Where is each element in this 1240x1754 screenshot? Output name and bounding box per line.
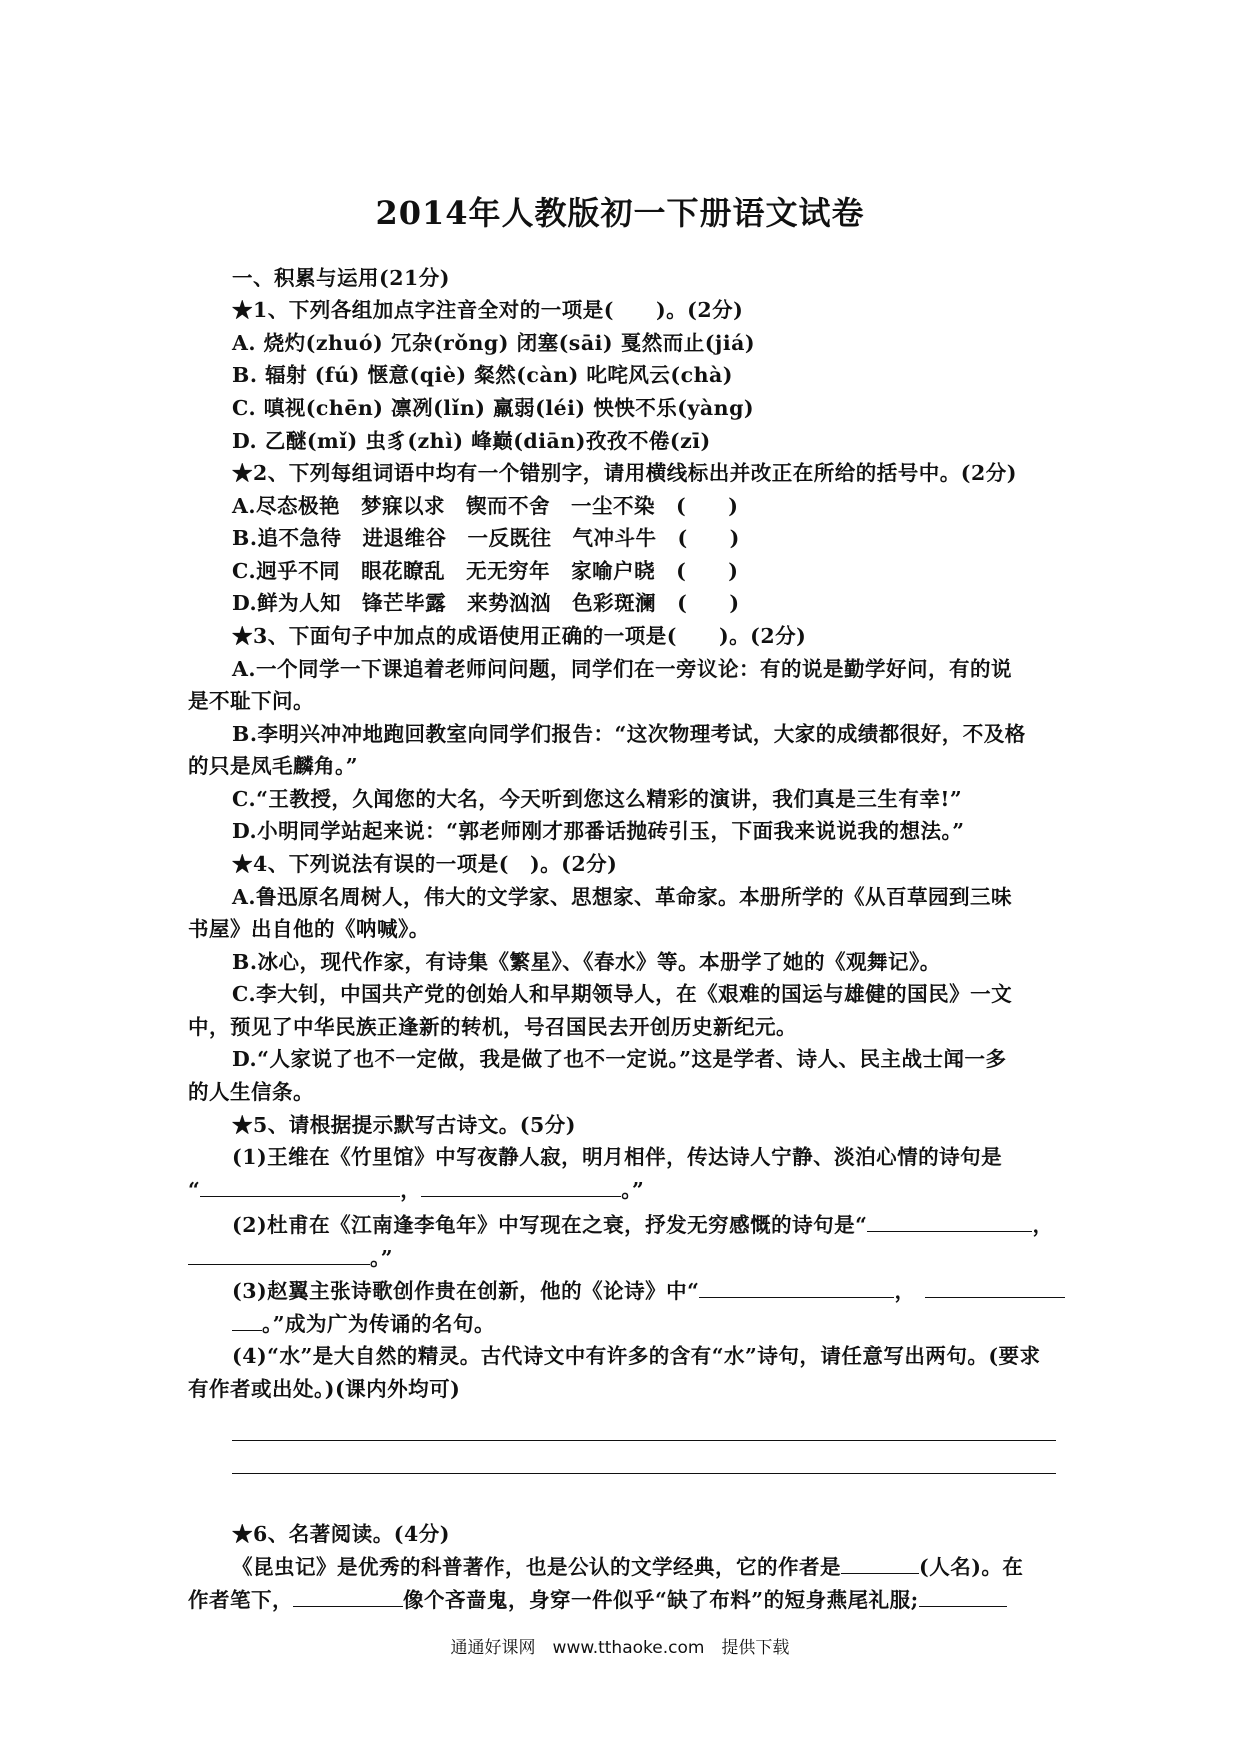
question-3-option-a-line2: 是不耻下问。 — [188, 689, 314, 713]
answer-line[interactable] — [232, 1440, 1056, 1441]
question-4-option-c-line2: 中，预见了中华民族正逢新的转机，号召国民去开创历史新纪元。 — [188, 1015, 797, 1039]
question-5-part-4-line1: (4)“水”是大自然的精灵。古代诗文中有许多的含有“水”诗句，请任意写出两句。(要求 — [232, 1344, 1041, 1368]
question-1-option-a: A. 烧灼(zhuó) 冗杂(rǒng) 闭塞(sāi) 戛然而止(jiá) — [232, 331, 756, 355]
question-5-part-2 — [232, 1210, 1053, 1240]
question-6-stem: ★6、名著阅读。(4分) — [232, 1522, 450, 1546]
question-5-part-3-answer — [232, 1309, 495, 1339]
question-6-line1-text: 《昆虫记》是优秀的科普著作，也是公认的文学经典，它的作者是 — [232, 1555, 841, 1579]
comma: ， — [894, 1279, 916, 1303]
answer-blank[interactable] — [919, 1586, 1007, 1607]
question-4-option-d-line1: D.“人家说了也不一定做，我是做了也不一定说。”这是学者、诗人、民主战士闻一多 — [232, 1047, 1007, 1071]
answer-blank[interactable] — [293, 1586, 403, 1607]
close-quote: 。” — [370, 1246, 394, 1270]
question-5-part-1: (1)王维在《竹里馆》中写夜静人寂，明月相伴，传达诗人宁静、淡泊心情的诗句是 — [232, 1145, 1003, 1169]
close-quote: 。” — [621, 1178, 645, 1202]
question-3-stem: ★3、下面句子中加点的成语使用正确的一项是( )。(2分) — [232, 624, 807, 648]
answer-line[interactable] — [232, 1473, 1056, 1474]
question-6-line2-prefix: 作者笔下， — [188, 1588, 293, 1612]
close-quote: 。”成为广为传诵的名句。 — [262, 1312, 496, 1336]
question-6-line2 — [188, 1585, 1007, 1615]
answer-blank[interactable] — [699, 1277, 894, 1298]
question-5-part-3 — [232, 1276, 1065, 1306]
open-quote: “ — [188, 1178, 201, 1202]
footer-credit: 通通好课网 www.tthaoke.com 提供下载 — [450, 1638, 790, 1658]
question-5-part-2-text: (2)杜甫在《江南逢李龟年》中写现在之衰，抒发无穷感慨的诗句是“ — [232, 1213, 868, 1237]
answer-blank[interactable] — [867, 1211, 1032, 1232]
page-title: 2014年人教版初一下册语文试卷 — [375, 194, 865, 232]
question-1-option-c: C. 嗔视(chēn) 凛冽(lǐn) 羸弱(léi) 怏怏不乐(yàng) — [232, 396, 755, 420]
question-2-option-d: D.鲜为人知 锋芒毕露 来势汹汹 色彩斑澜 ( ) — [232, 591, 740, 615]
question-4-option-a-line2: 书屋》出自他的《呐喊》。 — [188, 917, 430, 941]
question-3-option-c: C.“王教授，久闻您的大名，今天听到您这么精彩的演讲，我们真是三生有幸!” — [232, 787, 963, 811]
question-5-part-4-line2: 有作者或出处。)(课内外均可) — [188, 1377, 461, 1401]
question-5-part-2-answer — [188, 1243, 393, 1273]
question-5-part-1-answer — [188, 1175, 644, 1205]
question-5-stem: ★5、请根据提示默写古诗文。(5分) — [232, 1113, 576, 1137]
question-5-part-3-text: (3)赵翼主张诗歌创作贵在创新，他的《论诗》中“ — [232, 1279, 700, 1303]
question-6-line1 — [232, 1552, 1023, 1582]
question-3-option-b-line2: 的只是凤毛麟角。” — [188, 754, 359, 778]
question-6-line2-text: 像个吝啬鬼，身穿一件似乎“缺了布料”的短身燕尾礼服; — [403, 1588, 919, 1612]
comma: ， — [1032, 1213, 1054, 1237]
question-4-option-d-line2: 的人生信条。 — [188, 1080, 314, 1104]
question-2-option-b: B.追不急待 进退维谷 一反既往 气冲斗牛 ( ) — [232, 526, 740, 550]
question-4-option-b: B.冰心，现代作家，有诗集《繁星》、《春水》等。本册学了她的《观舞记》。 — [232, 950, 941, 974]
question-4-option-c-line1: C.李大钊，中国共产党的创始人和早期领导人，在《艰难的国运与雄健的国民》一文 — [232, 982, 1013, 1006]
answer-blank[interactable] — [841, 1553, 919, 1574]
question-1-stem: ★1、下列各组加点字注音全对的一项是( )。(2分) — [232, 298, 744, 322]
question-3-option-b-line1: B.李明兴冲冲地跑回教室向同学们报告：“这次物理考试，大家的成绩都很好，不及格 — [232, 722, 1026, 746]
answer-blank[interactable] — [188, 1244, 370, 1265]
question-6-line1-suffix: (人名)。在 — [919, 1555, 1024, 1579]
question-2-option-c: C.迥乎不同 眼花瞭乱 无无穷年 家喻户晓 ( ) — [232, 559, 739, 583]
answer-blank[interactable] — [232, 1310, 262, 1331]
comma: ， — [400, 1178, 422, 1202]
question-4-option-a-line1: A.鲁迅原名周树人，伟大的文学家、思想家、革命家。本册所学的《从百草园到三味 — [232, 885, 1013, 909]
answer-blank[interactable] — [200, 1176, 400, 1197]
question-1-option-d: D. 乙醚(mǐ) 虫豸(zhì) 峰巅(diān)孜孜不倦(zī) — [232, 429, 711, 453]
question-3-option-d: D.小明同学站起来说：“郭老师刚才那番话抛砖引玉，下面我来说说我的想法。” — [232, 819, 965, 843]
question-2-stem: ★2、下列每组词语中均有一个错别字，请用横线标出并改正在所给的括号中。(2分) — [232, 461, 1017, 485]
question-2-option-a: A.尽态极艳 梦寐以求 锲而不舍 一尘不染 ( ) — [232, 494, 739, 518]
answer-blank[interactable] — [925, 1277, 1065, 1298]
question-3-option-a-line1: A.一个同学一下课追着老师问问题，同学们在一旁议论：有的说是勤学好问，有的说 — [232, 657, 1013, 681]
question-1-option-b: B. 辐射 (fú) 惬意(qiè) 粲然(càn) 叱咤风云(chà) — [232, 363, 733, 387]
section-heading: 一、积累与运用(21分) — [232, 266, 450, 290]
question-4-stem: ★4、下列说法有误的一项是( )。(2分) — [232, 852, 618, 876]
answer-blank[interactable] — [421, 1176, 621, 1197]
